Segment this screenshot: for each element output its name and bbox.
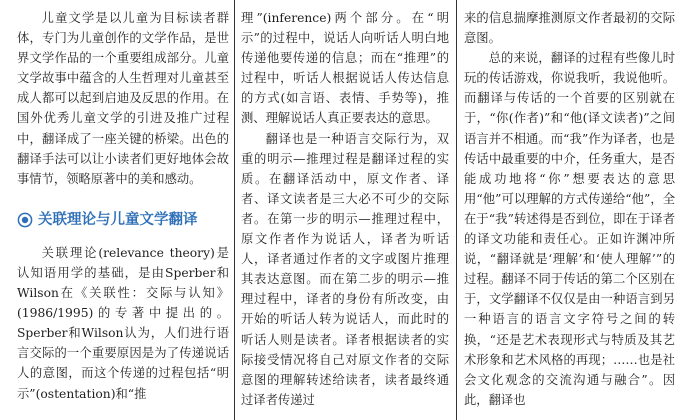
- section-heading-text: 关联理论与儿童文学翻译: [38, 211, 198, 228]
- section-heading: [17, 211, 229, 229]
- text-column-3: [464, 8, 675, 410]
- column-divider-right: [456, 0, 457, 420]
- intent-paragraph-continued: 来的信息揣摩推测原文作者最初的交际意图。: [464, 11, 675, 46]
- column-divider-left: [234, 0, 235, 420]
- text-column-2: [241, 8, 449, 410]
- relevance-theory-paragraph: 关联理论(relevance theory)是认知语用学的基础，是由Sperber和Wilson在《关联性：交际与认知》(1986/1995)的专著中提出的。Sperber和Wilson认为，人们进行语言交际的一个重要原因是为了传递说话人的意图，而这个传递的过程包括“明示”(ostentation)和“推: [17, 245, 229, 401]
- translation-vs-relay-paragraph: 总的来说，翻译的过程有些像儿时玩的传话游戏，你说我听，我说他听。而翻译与传话的一个首要的区别就在于，“你(作者)”和“他(译文读者)”之间语言并不相通。而“我”作为译者，也是传话中最重要的中介，任务重大，是否能成功地将“你”想要表达的意思用“他”可以理解的方式传递给“他”，全在于“我”转述得是否到位，即在于译者的译文功能和责任心。正如许渊冲所说，“翻译就是‘理解’和‘使人理解’”的过程。翻译不同于传话的第二个区别在于，文学翻译不仅仅是由一种语言到另一种语言的语言文字符号之间的转换，“还是艺术表现形式与特质及其艺术形象和艺术风格的再现；……也是社会文化观念的交流沟通与融合”。因此，翻译也: [464, 51, 675, 407]
- text-column-1: [17, 8, 229, 404]
- inference-paragraph-continued: 理”(inference)两个部分。在“明示”的过程中，说话人向听话人明白地传递他要传递的信息；而在“推理”的过程中，听话人根据说话人传达信息的方式(如言语、表情、手势等)，推测、理解说话人真正要表达的意思。: [241, 11, 449, 126]
- translation-communication-paragraph: 翻译也是一种语言交际行为，双重的明示—推理过程是翻译过程的实质。在翻译活动中，原文作者、译者、译文读者是三大必不可少的交际者。在第一步的明示—推理过程中，原文作者作为说话人，译者为听话人，译者通过作者的文字或图片推理其表达意图。而在第二步的明示—推理过程中，译者的身份有所改变，由开始的听话人转为说话人，而此时的听话人则是读者。译者根据读者的实际接受情况将自己对原文作者的交际意图的理解转述给读者，读者最终通过译者传递过: [241, 131, 449, 407]
- intro-paragraph: 儿童文学是以儿童为目标读者群体，专门为儿童创作的文学作品，是世界文学作品的一个重要组成部分。儿童文学故事中蕴含的人生哲理对儿童甚至成人都可以起到启迪及反思的作用。在国外优秀儿童文学的引进及推广过程中，翻译成了一座关键的桥梁。出色的翻译手法可以让小读者们更好地体会故事情节，领略原著中的美和感动。: [17, 11, 229, 186]
- target-bullet-icon: [17, 212, 33, 228]
